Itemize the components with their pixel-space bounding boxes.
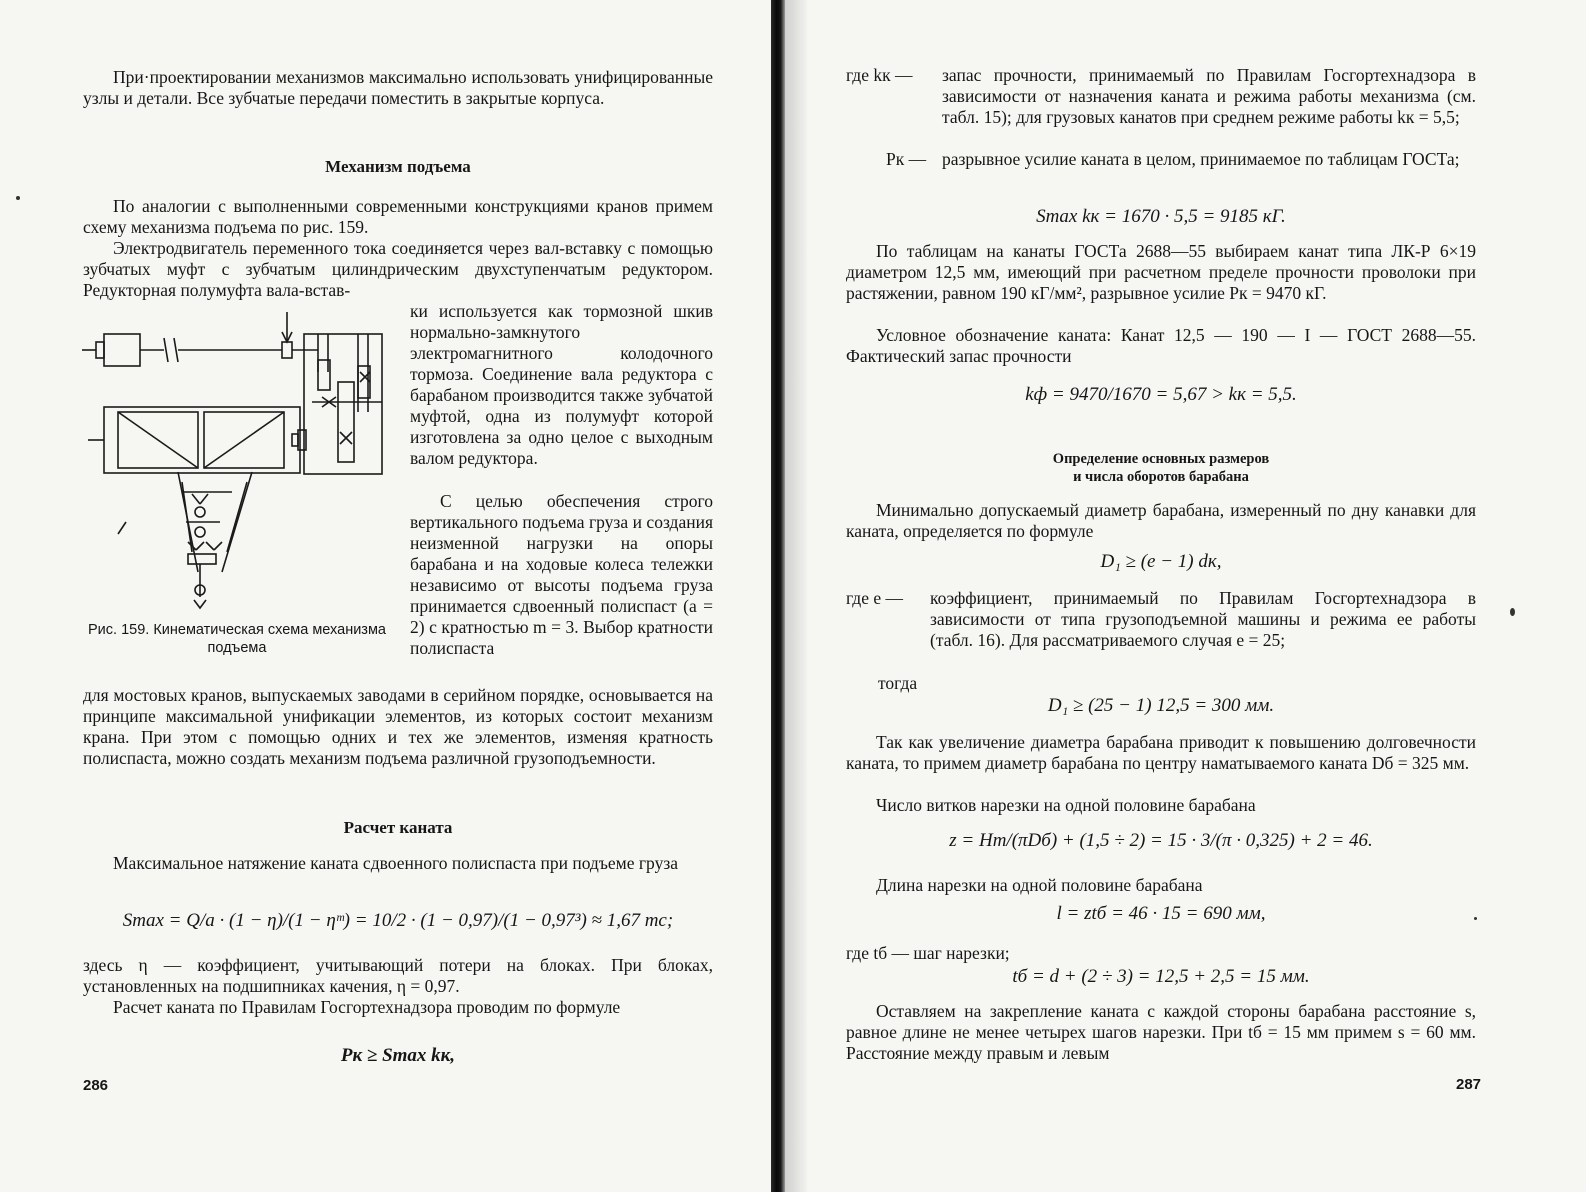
- paragraph-max-tension: Максимальное натяжение каната сдвоенного полиспаста при подъеме груза: [113, 853, 678, 873]
- definition-tb: где tб — шаг нарезки;: [846, 943, 1010, 963]
- scan-speck: [16, 196, 20, 200]
- paragraph-rules: Расчет каната по Правилам Госгортехнадзора проводим по формуле: [113, 997, 621, 1017]
- definition-kk-text: запас прочности, принимаемый по Правилам Госгортехнадзора в зависимости от назначения каната и режима работы механизма (см. табл. 15); для грузовых канатов при среднем режиме работы kк = 5,5;: [942, 65, 1476, 127]
- paragraph-eta: здесь η — коэффициент, учитывающий потери на блоках. При блоках, установленных на подшипниках качения, η = 0,97.: [83, 955, 713, 996]
- paragraph-motor: Электродвигатель переменного тока соединяется через вал-вставку с помощью зубчатых муфт с зубчатым цилиндрическим двухступенчатым редуктором. Редукторная полумуфта вала-встав-: [83, 238, 713, 300]
- figure-caption: Рис. 159. Кинематическая схема механизма подъема: [88, 622, 386, 656]
- paragraph-min-diameter: Минимально допускаемый диаметр барабана, измеренный по дну канавки для каната, определяется по формуле: [846, 500, 1476, 541]
- paragraph-turns: Число витков нарезки на одной половине барабана: [876, 795, 1256, 815]
- book-gutter-fade: [785, 0, 807, 1192]
- page-number-left: 286: [83, 1077, 109, 1094]
- scan-speck: [1474, 917, 1477, 920]
- paragraph-analogy: По аналогии с выполненными современными конструкциями кранов примем схему механизма подъема по рис. 159.: [83, 196, 713, 237]
- paragraph-brake: ки используется как тормозной шкив нормально-замкнутого электромагнитного колодочного тормоза. Соединение вала редуктора с барабаном производится также зубчатой муфтой, одна из полумуфт которой изготовлена за одно целое с выходным валом редуктора.: [410, 301, 713, 468]
- left-page: [0, 0, 780, 1192]
- page-number-right: 287: [1456, 1076, 1482, 1093]
- definition-kk-term: где kк —: [846, 65, 913, 85]
- section-heading-hoist: Механизм подъема: [325, 157, 471, 176]
- right-page: [808, 0, 1586, 1192]
- paragraph-rope-designation: Условное обозначение каната: Канат 12,5 — 190 — I — ГОСТ 2688—55. Фактический запас прочности: [846, 325, 1476, 366]
- definition-pk-term: Pк —: [886, 149, 927, 169]
- definition-pk-text: разрывное усилие каната в целом, принимаемое по таблицам ГОСТа;: [942, 149, 1460, 169]
- formula-tb: tб = d + (2 ÷ 3) = 12,5 + 2,5 = 15 мм.: [1012, 966, 1310, 987]
- definition-e-text: коэффициент, принимаемый по Правилам Госгортехнадзора в зависимости от типа грузоподъемной машины и режима ее работы (табл. 16). Для рассматриваемого случая e = 25;: [930, 588, 1476, 650]
- section-heading-drum: [846, 450, 1476, 486]
- paragraph-polyspast: С целью обеспечения строго вертикального подъема груза и создания неизменной нагрузки на опоры барабана и на ходовые колеса тележки независимо от высоты подъема груза принимается сдвоенный полиспаст (a = 2) с кратностью m = 3. Выбор кратности полиспаста: [410, 491, 713, 658]
- section-heading-rope: Расчет каната: [343, 818, 453, 837]
- formula-z: z = Hm/(πDб) + (1,5 ÷ 2) = 15 · 3/(π · 0,325) + 2 = 46.: [949, 830, 1373, 851]
- paragraph-drum-diameter: Так как увеличение диаметра барабана приводит к повышению долговечности каната, то примем диаметр барабана по центру наматываемого каната Dб = 325 мм.: [846, 732, 1476, 773]
- paragraph-unification: для мостовых кранов, выпускаемых заводами в серийном порядке, основывается на принципе максимальной унификации элементов, из которых состоит механизм крана. При этом с помощью одних и тех же элементов, изменяя кратность полиспаста, можно создать механизм подъема различной грузоподъемности.: [83, 685, 713, 768]
- scan-speck: [1510, 608, 1515, 616]
- formula-d1: D₁ ≥ (e − 1) dк,: [1100, 551, 1222, 572]
- formula-pk: Pк ≥ Smax kк,: [340, 1045, 456, 1066]
- paragraph-rope-selection: По таблицам на канаты ГОСТа 2688—55 выбираем канат типа ЛК-Р 6×19 диаметром 12,5 мм, имеющий при расчетном пределе прочности проволоки при растяжении, равном 190 кГ/мм², разрывное усилие Pк = 9470 кГ.: [846, 241, 1476, 303]
- paragraph-thread-length: Длина нарезки на одной половине барабана: [876, 875, 1203, 895]
- paragraph-fixing: Оставляем на закрепление каната с каждой стороны барабана расстояние s, равное длине не менее четырех шагов нарезки. При tб = 15 мм примем s = 60 мм. Расстояние между правым и левым: [846, 1001, 1476, 1063]
- definition-e-term: где e —: [846, 588, 903, 608]
- book-gutter-shadow: [771, 0, 785, 1192]
- section-heading-drum-line1: Определение основных размеров: [1052, 451, 1270, 467]
- kinematic-scheme-figure: [82, 312, 402, 612]
- formula-smax-kk: Smax kк = 1670 · 5,5 = 9185 кГ.: [1036, 206, 1286, 227]
- intro-paragraph: При·проектировании механизмов максимально использовать унифицированные узлы и детали. Все зубчатые передачи поместить в закрытые корпуса.: [83, 67, 713, 108]
- formula-d1-value: D₁ ≥ (25 − 1) 12,5 = 300 мм.: [1047, 695, 1275, 716]
- formula-smax: Smax = Q/a · (1 − η)/(1 − ηᵐ) = 10/2 · (1 − 0,97)/(1 − 0,97³) ≈ 1,67 тс;: [122, 910, 674, 931]
- section-heading-drum-line2: и числа оборотов барабана: [1073, 469, 1249, 485]
- formula-k-actual: kф = 9470/1670 = 5,67 > kк = 5,5.: [1025, 384, 1297, 405]
- formula-l: l = ztб = 46 · 15 = 690 мм,: [1056, 903, 1266, 924]
- word-then: тогда: [878, 673, 918, 693]
